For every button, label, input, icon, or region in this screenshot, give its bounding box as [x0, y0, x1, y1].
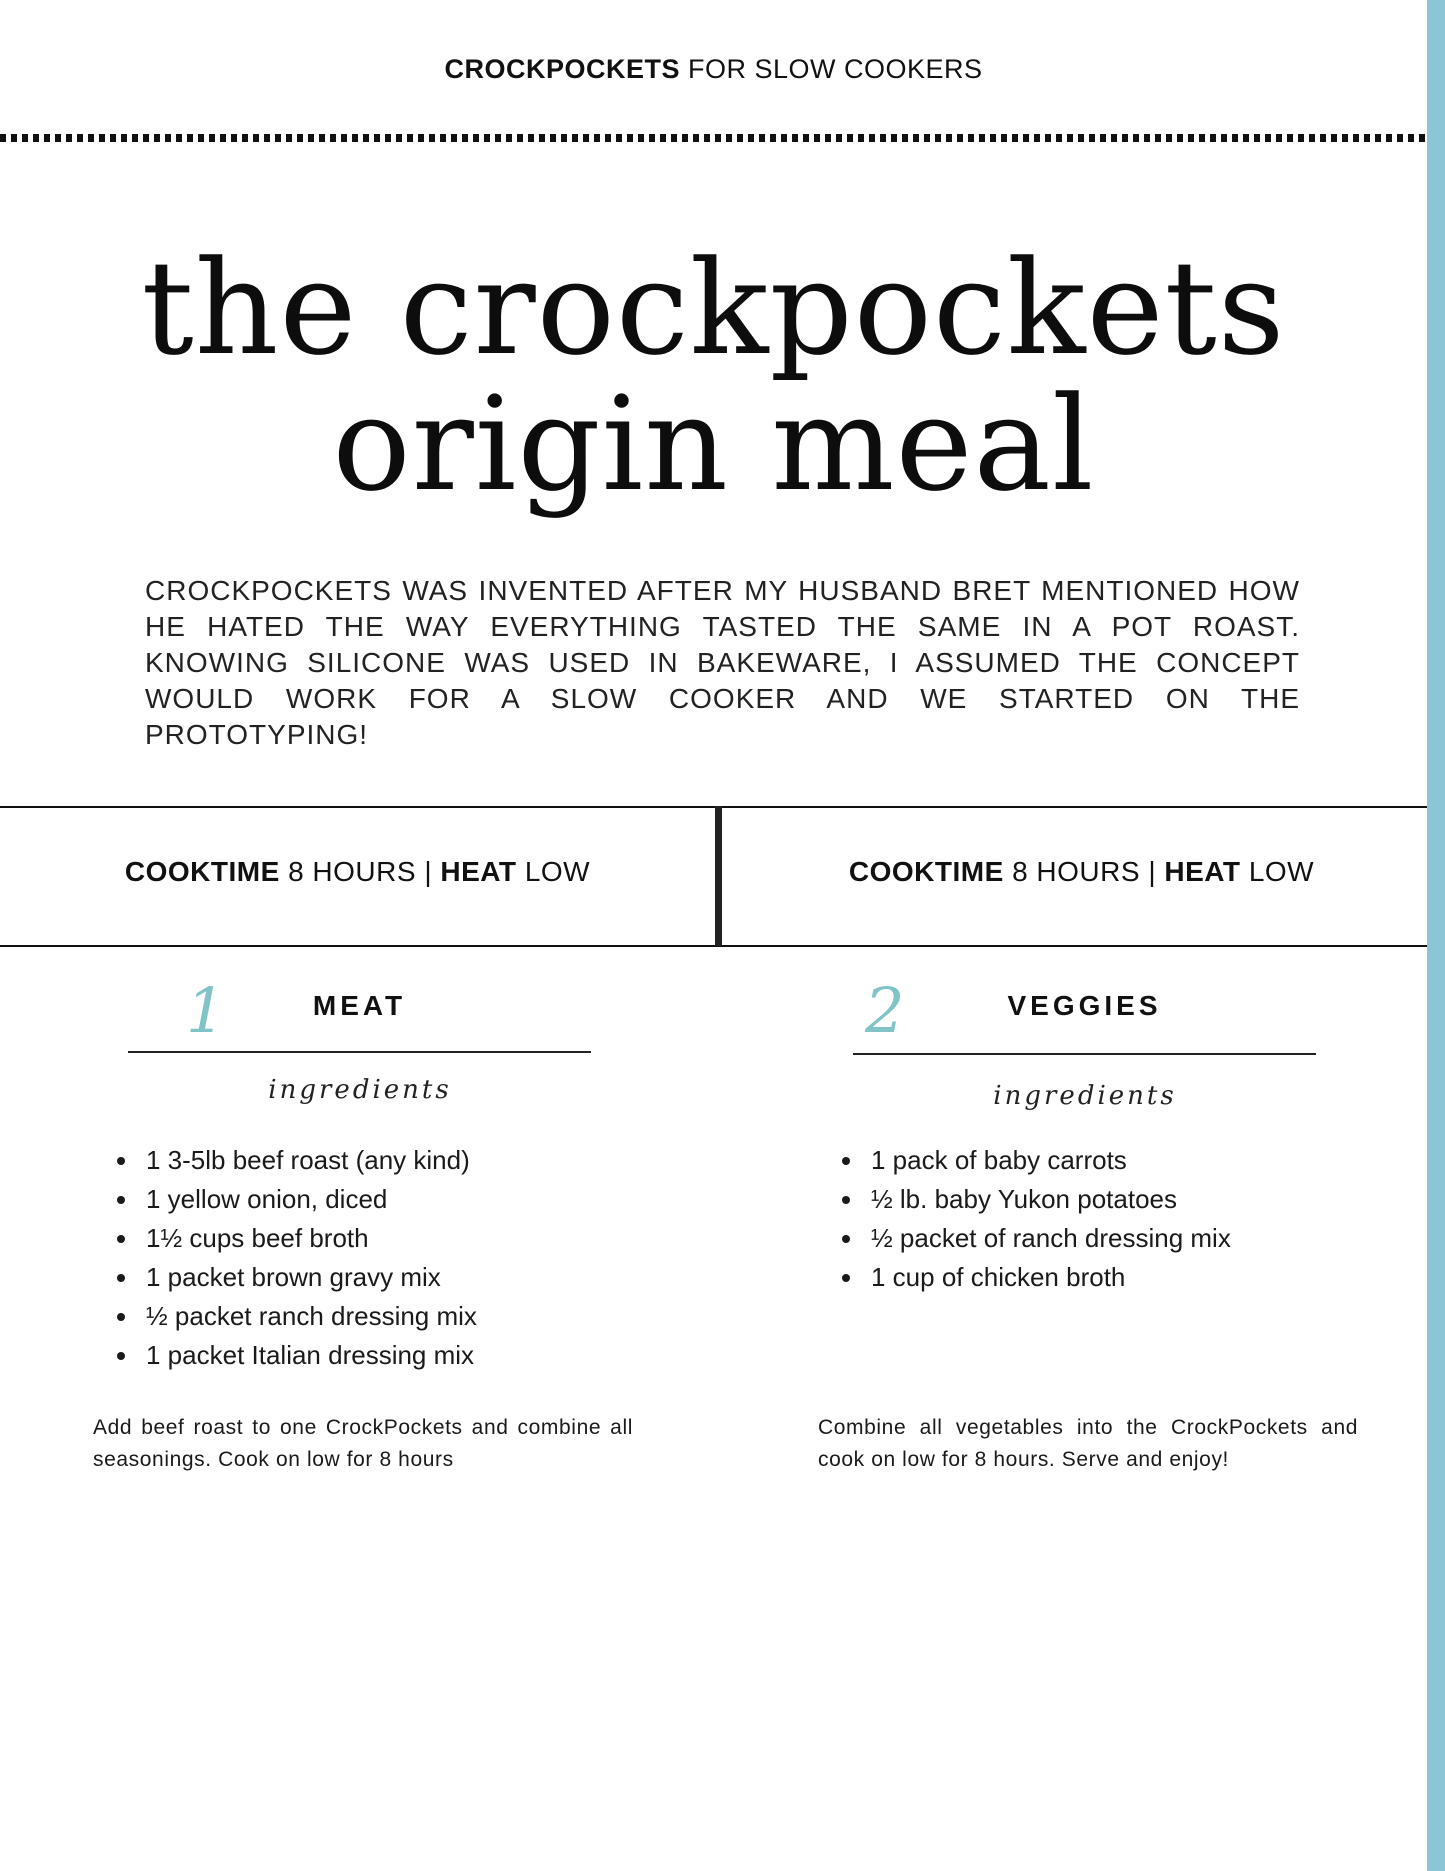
list-item: • 1 cup of chicken broth [865, 1258, 1231, 1297]
title-line-1: the crockpockets [141, 232, 1286, 384]
ingredients-label: ingredients [993, 1081, 1177, 1111]
directions-meat: Add beef roast to one CrockPockets and combine all seasonings. Cook on low for 8 hours [93, 1416, 633, 1471]
cook-info-divider [715, 806, 722, 946]
cooktime-value: 8 HOURS [1012, 856, 1141, 887]
section-number: 1 [186, 974, 226, 1047]
list-item: • 1 3-5lb beef roast (any kind) [140, 1141, 477, 1180]
heat-label: HEAT [440, 856, 517, 887]
section-veggies-header [853, 974, 1316, 1054]
cook-separator: | [1148, 856, 1157, 887]
directions-veggies: Combine all vegetables into the CrockPockets and cook on low for 8 hours. Serve and enjoy! [818, 1416, 1358, 1471]
section-underline [853, 1053, 1316, 1055]
dotted-divider [0, 134, 1427, 142]
list-item: • 1 packet Italian dressing mix [140, 1336, 477, 1375]
cook-info-left [0, 856, 715, 888]
list-item: • ½ packet ranch dressing mix [140, 1297, 477, 1336]
list-item: • 1 pack of baby carrots [865, 1141, 1231, 1180]
list-item: • ½ packet of ranch dressing mix [865, 1219, 1231, 1258]
header-subtitle: FOR SLOW COOKERS [687, 54, 983, 84]
list-item: • ½ lb. baby Yukon potatoes [865, 1180, 1231, 1219]
ingredients-list-meat [95, 1141, 477, 1375]
ingredients-list-veggies [820, 1141, 1231, 1297]
cooktime-value: 8 HOURS [288, 856, 417, 887]
section-number: 2 [865, 974, 905, 1047]
cook-info-bottom-rule [0, 945, 1427, 947]
page-title [0, 232, 1427, 520]
section-meat-header [128, 974, 591, 1054]
heat-label: HEAT [1164, 856, 1241, 887]
heat-value: LOW [524, 856, 591, 887]
section-underline [128, 1051, 591, 1053]
page-header [0, 54, 1427, 85]
side-accent-bar [1427, 0, 1445, 1871]
heat-value: LOW [1248, 856, 1315, 887]
list-item: • 1 yellow onion, diced [140, 1180, 477, 1219]
cooktime-label: COOKTIME [848, 856, 1004, 887]
section-title: MEAT [312, 990, 407, 1021]
ingredients-label: ingredients [268, 1075, 452, 1105]
intro-paragraph: CROCKPOCKETS WAS INVENTED AFTER MY HUSBAND BRET MENTIONED HOW HE HATED THE WAY EVERYTHING TASTED THE SAME IN A POT ROAST. KNOWING SILICONE WAS USED IN BAKEWARE, I ASSUMED THE CONCEPT WOULD WORK FOR A SLOW COOKER AND WE STARTED ON THE PROTOTYPING! [145, 575, 1300, 750]
cooktime-label: COOKTIME [124, 856, 280, 887]
section-title: VEGGIES [1007, 990, 1162, 1021]
cook-info-right [724, 856, 1439, 888]
list-item: • 1 packet brown gravy mix [140, 1258, 477, 1297]
cook-separator: | [424, 856, 433, 887]
list-item: • 1½ cups beef broth [140, 1219, 477, 1258]
header-brand: CROCKPOCKETS [444, 54, 680, 84]
cook-info-top-rule [0, 806, 1427, 808]
title-line-2: origin meal [332, 368, 1095, 520]
